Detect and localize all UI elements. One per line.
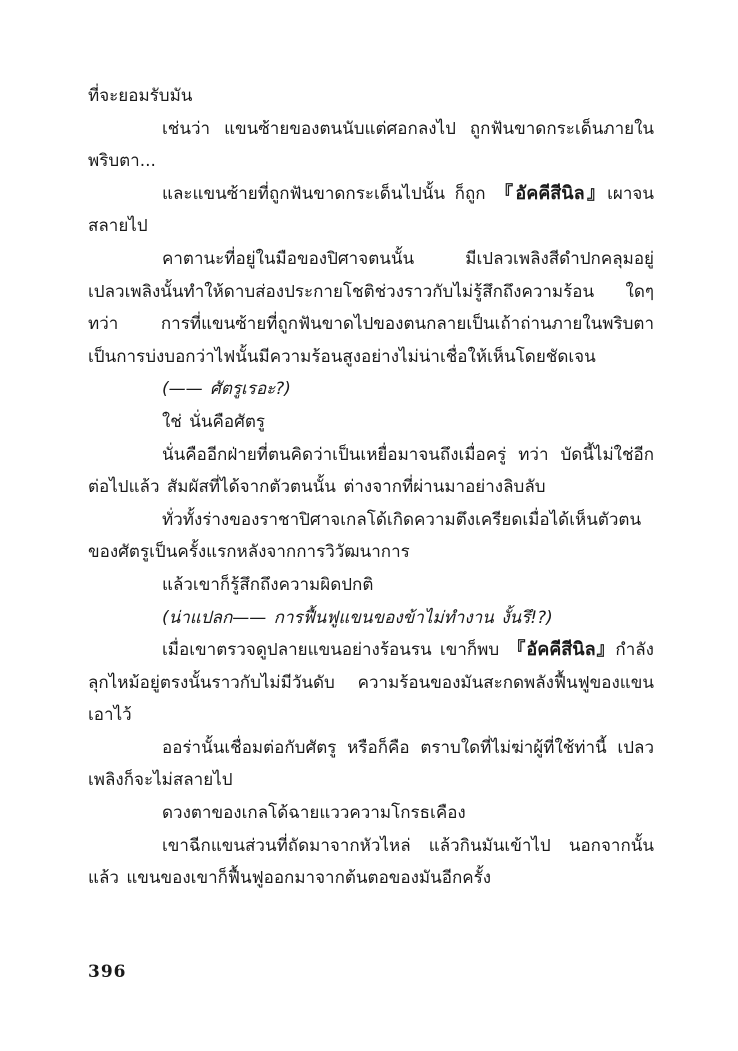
- paragraph: เขาฉีกแขนส่วนที่ถัดมาจากหัวไหล่ แล้วกินมันเข้าไป นอกจากนั้นแล้ว แขนของเขาก็ฟื้นฟูออกมาจากต้นตอของมันอีกครั้ง: [88, 835, 654, 889]
- paragraph: [88, 178, 654, 243]
- paragraph: แล้วเขาก็รู้สึกถึงความผิดปกติ: [162, 574, 374, 595]
- paragraph-text: เมื่อเขาตรวจดูปลายแขนอย่างร้อนรน เขาก็พบ: [162, 640, 508, 661]
- paragraph-text: กำลังลุกไหม้อยู่ตรงนั้นราวกับไม่มีวันดับ ความร้อนของมันสะกดพลังฟื้นฟูของแขนเอาไว้: [88, 640, 654, 726]
- paragraph-text: เผาจนสลายไป: [88, 183, 654, 237]
- inner-thought: (น่าแปลก—— การฟื้นฟูแขนของข้าไม่ทำงาน งั้นรึ!?): [162, 607, 553, 628]
- paragraph: ออร่านั้นเชื่อมต่อกับศัตรู หรือก็คือ ตราบใดที่ไม่ฆ่าผู้ที่ใช้ท่านี้ เปลวเพลิงก็จะไม่สลายไป: [88, 737, 654, 791]
- inner-thought: (—— ศัตรูเรอะ?): [162, 379, 291, 400]
- paragraph: ทั่วทั้งร่างของราชาปิศาจเกลโด้เกิดความตึงเครียดเมื่อได้เห็นตัวตนของศัตรูเป็นครั้งแรกหลังจากการวิวัฒนาการ: [88, 509, 642, 563]
- paragraph: คาตานะที่อยู่ในมือของปิศาจตนนั้น มีเปลวเพลิงสีดำปกคลุมอยู่ เปลวเพลิงนั้นทำให้ดาบส่องประกายโชติช่วงราวกับไม่รู้สึกถึงความร้อน ใดๆ ทว่า การที่แขนซ้ายที่ถูกฟันขาดไปของตนกลายเป็นเถ้าถ่านภายในพริบตา เป็นการบ่งบอกว่าไฟนั้นมีความร้อนสูงอย่างไม่น่าเชื่อให้เห็นโดยชัดเจน: [88, 248, 654, 367]
- skill-name: 『อัคคีสีนิล』: [507, 639, 616, 661]
- body-text: [88, 80, 654, 895]
- paragraph-text: และแขนซ้ายที่ถูกฟันขาดกระเด็นไปนั้น ก็ถูก: [162, 183, 496, 204]
- paragraph: เช่นว่า แขนซ้ายของตนนับแต่ศอกลงไป ถูกฟันขาดกระเด็นภายในพริบตา...: [88, 118, 654, 172]
- paragraph: ใช่ นั่นคือศัตรู: [162, 411, 266, 432]
- page-number: 396: [88, 962, 127, 982]
- paragraph: นั่นคืออีกฝ่ายที่ตนคิดว่าเป็นเหยื่อมาจนถึงเมื่อครู่ ทว่า บัดนี้ไม่ใช่อีกต่อไปแล้ว สัมผัสที่ได้จากตัวตนนั้น ต่างจากที่ผ่านมาอย่างลิบลับ: [88, 444, 654, 498]
- paragraph: [88, 634, 654, 732]
- paragraph: ที่จะยอมรับมัน: [88, 86, 193, 106]
- paragraph: ดวงตาของเกลโด้ฉายแววความโกรธเคือง: [162, 803, 466, 824]
- skill-name: 『อัคคีสีนิล』: [495, 182, 608, 204]
